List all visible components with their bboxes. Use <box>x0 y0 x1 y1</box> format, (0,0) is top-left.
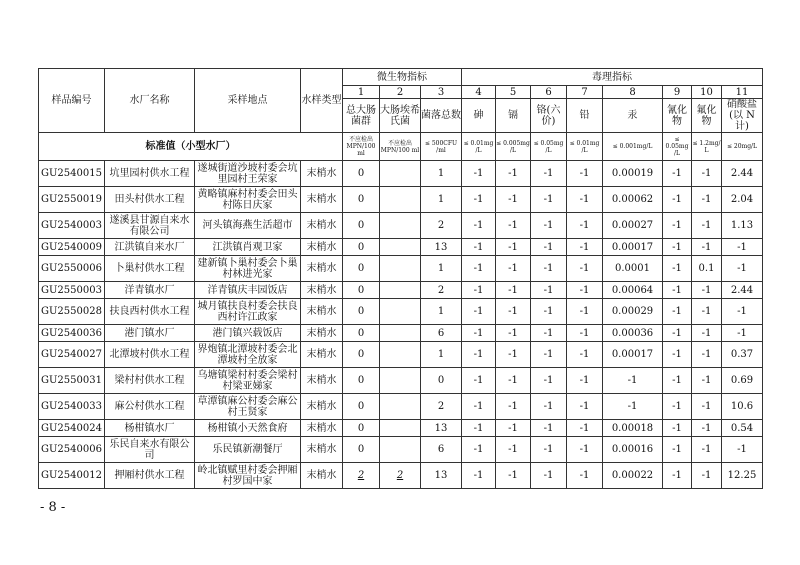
value-cell: 0 <box>343 299 380 325</box>
value-cell: 0.69 <box>722 368 763 394</box>
water-type-cell: 末梢水 <box>301 463 343 489</box>
value-cell: -1 <box>462 342 496 368</box>
indicator-number: 10 <box>692 86 722 99</box>
value-cell: 13 <box>421 239 462 256</box>
value-cell: -1 <box>692 437 722 463</box>
water-type-cell: 末梢水 <box>301 187 343 213</box>
location-cell: 遂城街道沙坡村委会坑里园村王荣家 <box>195 161 301 187</box>
value-cell <box>380 420 421 437</box>
value-cell: 0 <box>343 368 380 394</box>
value-cell: -1 <box>692 394 722 420</box>
water-type-cell: 末梢水 <box>301 420 343 437</box>
table-row <box>39 187 763 213</box>
header-sample-id: 样品编号 <box>39 69 105 133</box>
value-cell: -1 <box>663 368 692 394</box>
value-cell: -1 <box>496 463 531 489</box>
indicator-number: 9 <box>663 86 692 99</box>
value-cell: -1 <box>692 282 722 299</box>
value-cell: 0.00036 <box>603 325 663 342</box>
value-cell: -1 <box>496 437 531 463</box>
value-cell: -1 <box>567 325 603 342</box>
value-cell: 0.1 <box>692 256 722 282</box>
indicator-number: 7 <box>567 86 603 99</box>
sample-id-cell: GU2540033 <box>39 394 105 420</box>
indicator-limit: ≤ 0.001mg/L <box>603 133 663 161</box>
value-cell: -1 <box>531 282 567 299</box>
page-number: - 8 - <box>40 500 66 515</box>
value-cell: -1 <box>692 299 722 325</box>
table-row <box>39 437 763 463</box>
value-cell: -1 <box>567 213 603 239</box>
value-cell: 12.25 <box>722 463 763 489</box>
value-cell: -1 <box>722 256 763 282</box>
value-cell: 2 <box>343 463 380 489</box>
indicator-number: 8 <box>603 86 663 99</box>
value-cell: -1 <box>603 368 663 394</box>
value-cell: -1 <box>663 437 692 463</box>
value-cell: -1 <box>462 437 496 463</box>
value-cell: -1 <box>567 161 603 187</box>
value-cell: -1 <box>567 394 603 420</box>
value-cell: -1 <box>722 299 763 325</box>
sample-id-cell: GU2540036 <box>39 325 105 342</box>
value-cell: 10.6 <box>722 394 763 420</box>
sample-id-cell: GU2540012 <box>39 463 105 489</box>
value-cell: 2 <box>380 463 421 489</box>
value-cell: -1 <box>531 463 567 489</box>
value-cell: 0.00017 <box>603 342 663 368</box>
value-cell: 1 <box>421 299 462 325</box>
location-cell: 建新镇卜巢村委会卜巢村林进光家 <box>195 256 301 282</box>
table-row <box>39 161 763 187</box>
value-cell: 1 <box>421 256 462 282</box>
value-cell <box>380 256 421 282</box>
value-cell: 0 <box>343 325 380 342</box>
value-cell: -1 <box>462 420 496 437</box>
value-cell: 1 <box>421 342 462 368</box>
value-cell: -1 <box>462 256 496 282</box>
indicator-name: 汞 <box>603 99 663 133</box>
value-cell: -1 <box>663 394 692 420</box>
value-cell: -1 <box>692 463 722 489</box>
value-cell: -1 <box>567 282 603 299</box>
value-cell: -1 <box>722 437 763 463</box>
value-cell: -1 <box>531 325 567 342</box>
water-quality-table <box>38 68 763 489</box>
sample-id-cell: GU2540015 <box>39 161 105 187</box>
value-cell: -1 <box>462 239 496 256</box>
water-type-cell: 末梢水 <box>301 239 343 256</box>
table-row <box>39 325 763 342</box>
location-cell: 杨柑镇小天然食府 <box>195 420 301 437</box>
value-cell: -1 <box>663 299 692 325</box>
value-cell: -1 <box>722 239 763 256</box>
table-row <box>39 239 763 256</box>
value-cell: -1 <box>663 161 692 187</box>
plant-name-cell: 洋青镇水厂 <box>105 282 195 299</box>
location-cell: 洋青镇庆丰园饭店 <box>195 282 301 299</box>
value-cell <box>380 282 421 299</box>
value-cell: -1 <box>567 299 603 325</box>
table-row <box>39 256 763 282</box>
value-cell: -1 <box>692 187 722 213</box>
plant-name-cell: 乐民自来水有限公司 <box>105 437 195 463</box>
value-cell: 13 <box>421 420 462 437</box>
sample-id-cell: GU2540024 <box>39 420 105 437</box>
value-cell: 13 <box>421 463 462 489</box>
value-cell: -1 <box>496 256 531 282</box>
plant-name-cell: 港门镇水厂 <box>105 325 195 342</box>
location-cell: 城月镇扶良村委会扶良西村许江政家 <box>195 299 301 325</box>
value-cell: -1 <box>663 213 692 239</box>
sample-id-cell: GU2550028 <box>39 299 105 325</box>
value-cell: -1 <box>496 282 531 299</box>
value-cell: 0.00017 <box>603 239 663 256</box>
indicator-number: 5 <box>496 86 531 99</box>
location-cell: 河头镇海燕生活超市 <box>195 213 301 239</box>
value-cell: -1 <box>496 187 531 213</box>
plant-name-cell: 杨柑镇水厂 <box>105 420 195 437</box>
value-cell: -1 <box>531 368 567 394</box>
value-cell: -1 <box>692 161 722 187</box>
value-cell: 0 <box>343 420 380 437</box>
indicator-name: 氟化物 <box>692 99 722 133</box>
value-cell: 1.13 <box>722 213 763 239</box>
table-row <box>39 213 763 239</box>
sample-id-cell: GU2540006 <box>39 437 105 463</box>
standard-label: 标准值（小型水厂） <box>39 133 343 161</box>
indicator-number: 4 <box>462 86 496 99</box>
indicator-name: 氰化物 <box>663 99 692 133</box>
value-cell: -1 <box>462 394 496 420</box>
value-cell: 0 <box>343 161 380 187</box>
indicator-limit: ≤ 0.05mg /L <box>663 133 692 161</box>
value-cell: 1 <box>421 161 462 187</box>
location-cell: 乐民镇新潮餐厅 <box>195 437 301 463</box>
value-cell: -1 <box>603 394 663 420</box>
value-cell <box>380 299 421 325</box>
value-cell: 0.00022 <box>603 463 663 489</box>
indicator-limit: ≤ 0.01mg /L <box>462 133 496 161</box>
indicator-name: 总大肠菌群 <box>343 99 380 133</box>
indicator-limit: ≤ 0.005mg /L <box>496 133 531 161</box>
value-cell: -1 <box>496 368 531 394</box>
value-cell: -1 <box>531 437 567 463</box>
value-cell: -1 <box>462 213 496 239</box>
indicator-name: 硝酸盐(以 N 计) <box>722 99 763 133</box>
table-row <box>39 342 763 368</box>
value-cell: 0.54 <box>722 420 763 437</box>
value-cell: 0.00016 <box>603 437 663 463</box>
value-cell: 0.00029 <box>603 299 663 325</box>
value-cell <box>380 342 421 368</box>
value-cell: -1 <box>663 239 692 256</box>
value-cell: -1 <box>531 256 567 282</box>
location-cell: 草潭镇麻公村委会麻公村王贤家 <box>195 394 301 420</box>
sample-id-cell: GU2550031 <box>39 368 105 394</box>
value-cell <box>380 394 421 420</box>
value-cell: -1 <box>567 368 603 394</box>
value-cell: -1 <box>496 161 531 187</box>
value-cell: -1 <box>496 213 531 239</box>
location-cell: 界炮镇北潭坡村委会北潭坡村全放家 <box>195 342 301 368</box>
value-cell <box>380 368 421 394</box>
value-cell: -1 <box>692 368 722 394</box>
value-cell: -1 <box>567 256 603 282</box>
indicator-number: 11 <box>722 86 763 99</box>
value-cell: -1 <box>531 187 567 213</box>
value-cell: 0.00027 <box>603 213 663 239</box>
table-row <box>39 463 763 489</box>
value-cell: 0 <box>343 282 380 299</box>
header-water-type: 水样类型 <box>301 69 343 133</box>
value-cell: 2.04 <box>722 187 763 213</box>
plant-name-cell: 扶良西村供水工程 <box>105 299 195 325</box>
table-row <box>39 368 763 394</box>
value-cell: 0.00062 <box>603 187 663 213</box>
value-cell <box>380 325 421 342</box>
value-cell: -1 <box>663 342 692 368</box>
value-cell: -1 <box>663 282 692 299</box>
location-cell: 黄略镇麻村村委会田头村陈日庆家 <box>195 187 301 213</box>
value-cell: -1 <box>663 256 692 282</box>
value-cell: 0 <box>421 368 462 394</box>
value-cell: 0 <box>343 437 380 463</box>
water-type-cell: 末梢水 <box>301 437 343 463</box>
header-plant-name: 水厂名称 <box>105 69 195 133</box>
sample-id-cell: GU2540003 <box>39 213 105 239</box>
sample-id-cell: GU2540009 <box>39 239 105 256</box>
indicator-name: 铬(六价) <box>531 99 567 133</box>
value-cell: 0 <box>343 187 380 213</box>
value-cell: 0.00018 <box>603 420 663 437</box>
value-cell: 0.0001 <box>603 256 663 282</box>
location-cell: 江洪镇肖观卫家 <box>195 239 301 256</box>
water-type-cell: 末梢水 <box>301 394 343 420</box>
value-cell: -1 <box>531 161 567 187</box>
value-cell <box>380 239 421 256</box>
water-type-cell: 末梢水 <box>301 161 343 187</box>
plant-name-cell: 押厢村供水工程 <box>105 463 195 489</box>
plant-name-cell: 北潭坡村供水工程 <box>105 342 195 368</box>
value-cell: 6 <box>421 437 462 463</box>
value-cell: -1 <box>692 325 722 342</box>
value-cell: 0.00019 <box>603 161 663 187</box>
indicator-limit: 不应检出 MPN/100 ml <box>343 133 380 161</box>
indicator-limit: ≤ 1.2mg/ L <box>692 133 722 161</box>
value-cell: -1 <box>692 213 722 239</box>
value-cell: -1 <box>567 239 603 256</box>
table-row <box>39 282 763 299</box>
value-cell: -1 <box>567 187 603 213</box>
plant-name-cell: 遂溪县甘源自来水有限公司 <box>105 213 195 239</box>
plant-name-cell: 坑里园村供水工程 <box>105 161 195 187</box>
value-cell: -1 <box>462 282 496 299</box>
value-cell: 0 <box>343 394 380 420</box>
indicator-limit: ≤ 0.05mg /L <box>531 133 567 161</box>
value-cell: -1 <box>531 213 567 239</box>
water-type-cell: 末梢水 <box>301 299 343 325</box>
value-cell: -1 <box>496 299 531 325</box>
value-cell: 0 <box>343 213 380 239</box>
value-cell: -1 <box>531 420 567 437</box>
location-cell: 岭北镇赋里村委会押厢村罗国中家 <box>195 463 301 489</box>
value-cell: -1 <box>567 437 603 463</box>
plant-name-cell: 麻公村供水工程 <box>105 394 195 420</box>
value-cell: -1 <box>496 325 531 342</box>
value-cell: -1 <box>663 187 692 213</box>
value-cell <box>380 437 421 463</box>
value-cell <box>380 161 421 187</box>
value-cell: 2 <box>421 394 462 420</box>
value-cell <box>380 187 421 213</box>
value-cell: -1 <box>496 420 531 437</box>
value-cell: -1 <box>692 239 722 256</box>
water-type-cell: 末梢水 <box>301 325 343 342</box>
value-cell: 0 <box>343 256 380 282</box>
value-cell: -1 <box>692 342 722 368</box>
plant-name-cell: 江洪镇自来水厂 <box>105 239 195 256</box>
value-cell: -1 <box>462 299 496 325</box>
value-cell: 2 <box>421 282 462 299</box>
value-cell: -1 <box>462 161 496 187</box>
value-cell: -1 <box>462 463 496 489</box>
indicator-name: 镉 <box>496 99 531 133</box>
water-type-cell: 末梢水 <box>301 368 343 394</box>
value-cell: -1 <box>531 299 567 325</box>
value-cell: 2.44 <box>722 282 763 299</box>
indicator-limit: ≤ 500CFU /ml <box>421 133 462 161</box>
sample-id-cell: GU2550019 <box>39 187 105 213</box>
plant-name-cell: 卜巢村供水工程 <box>105 256 195 282</box>
header-tox-group: 毒理指标 <box>462 69 763 86</box>
indicator-limit: ≤ 20mg/L <box>722 133 763 161</box>
value-cell: -1 <box>531 239 567 256</box>
sample-id-cell: GU2550003 <box>39 282 105 299</box>
value-cell: 6 <box>421 325 462 342</box>
location-cell: 港门镇兴载饭店 <box>195 325 301 342</box>
value-cell: 2.44 <box>722 161 763 187</box>
indicator-number: 1 <box>343 86 380 99</box>
value-cell: -1 <box>462 368 496 394</box>
table-row <box>39 394 763 420</box>
table-row <box>39 299 763 325</box>
sample-id-cell: GU2540027 <box>39 342 105 368</box>
sample-id-cell: GU2550006 <box>39 256 105 282</box>
indicator-name: 菌落总数 <box>421 99 462 133</box>
plant-name-cell: 田头村供水工程 <box>105 187 195 213</box>
indicator-limit: 不应检出 MPN/100 ml <box>380 133 421 161</box>
value-cell: -1 <box>567 342 603 368</box>
value-cell: 2 <box>421 213 462 239</box>
indicator-name: 铅 <box>567 99 603 133</box>
value-cell: -1 <box>531 394 567 420</box>
indicator-limit: ≤ 0.01mg /L <box>567 133 603 161</box>
indicator-number: 6 <box>531 86 567 99</box>
value-cell: -1 <box>496 394 531 420</box>
water-type-cell: 末梢水 <box>301 342 343 368</box>
value-cell <box>380 213 421 239</box>
header-location: 采样地点 <box>195 69 301 133</box>
water-type-cell: 末梢水 <box>301 256 343 282</box>
value-cell: -1 <box>531 342 567 368</box>
table-row <box>39 420 763 437</box>
value-cell: 0 <box>343 239 380 256</box>
indicator-name: 砷 <box>462 99 496 133</box>
value-cell: -1 <box>567 463 603 489</box>
indicator-number: 2 <box>380 86 421 99</box>
value-cell: -1 <box>496 342 531 368</box>
value-cell: -1 <box>692 420 722 437</box>
value-cell: -1 <box>663 420 692 437</box>
indicator-number: 3 <box>421 86 462 99</box>
value-cell: -1 <box>462 187 496 213</box>
water-type-cell: 末梢水 <box>301 282 343 299</box>
location-cell: 乌塘镇梁村村委会梁村村梁亚娣家 <box>195 368 301 394</box>
value-cell: 0.37 <box>722 342 763 368</box>
water-type-cell: 末梢水 <box>301 213 343 239</box>
value-cell: -1 <box>567 420 603 437</box>
value-cell: -1 <box>722 325 763 342</box>
value-cell: -1 <box>462 325 496 342</box>
indicator-name: 大肠埃希氏菌 <box>380 99 421 133</box>
value-cell: -1 <box>663 463 692 489</box>
value-cell: 0 <box>343 342 380 368</box>
value-cell: -1 <box>496 239 531 256</box>
value-cell: -1 <box>663 325 692 342</box>
value-cell: 0.00064 <box>603 282 663 299</box>
header-micro-group: 微生物指标 <box>343 69 462 86</box>
value-cell: 1 <box>421 187 462 213</box>
plant-name-cell: 梁村村供水工程 <box>105 368 195 394</box>
